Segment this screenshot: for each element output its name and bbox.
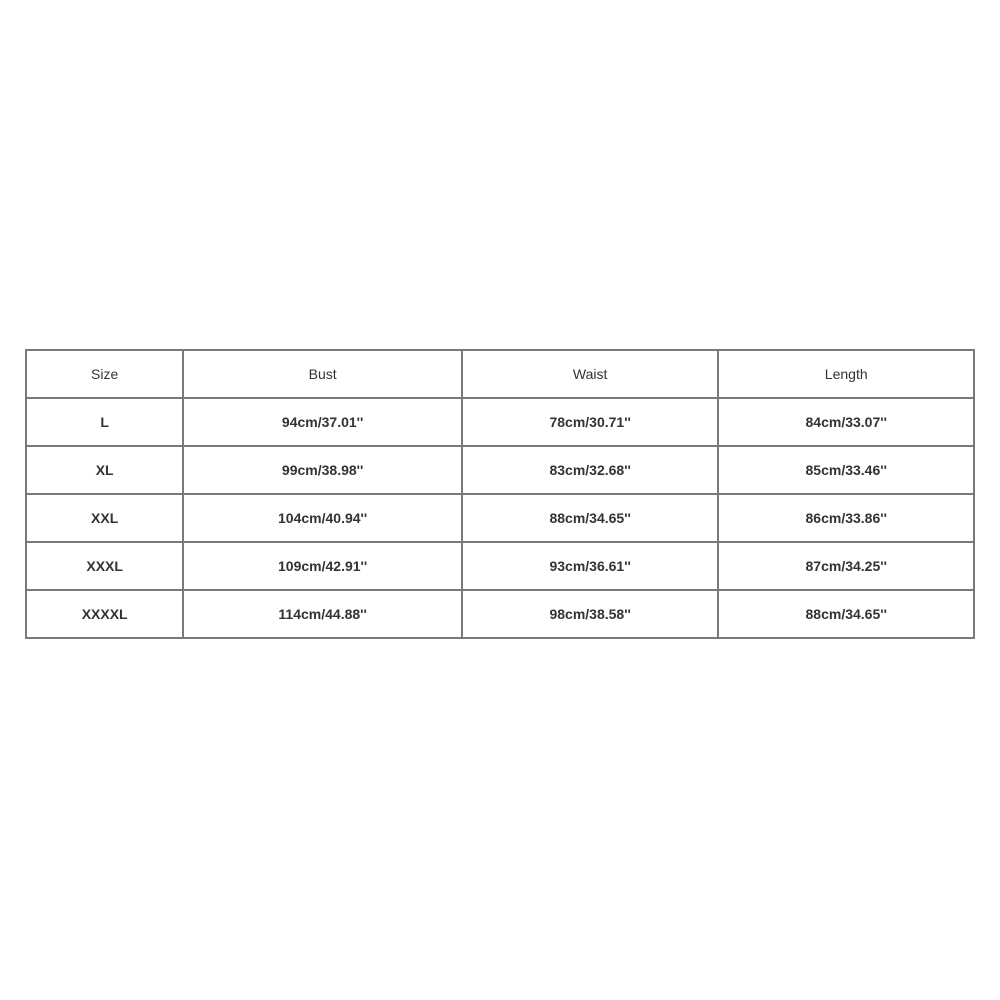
cell-waist: 83cm/32.68'' [462,446,719,494]
cell-waist: 78cm/30.71'' [462,398,719,446]
cell-waist: 93cm/36.61'' [462,542,719,590]
header-waist: Waist [462,350,719,398]
cell-size: XXL [26,494,183,542]
cell-length: 84cm/33.07'' [718,398,974,446]
table-header [26,350,974,398]
cell-size: XXXXL [26,590,183,638]
table-row [26,542,974,590]
cell-bust: 99cm/38.98'' [183,446,462,494]
table-body [26,398,974,638]
header-size: Size [26,350,183,398]
header-bust: Bust [183,350,462,398]
size-chart-table [25,349,975,639]
cell-bust: 94cm/37.01'' [183,398,462,446]
table-row [26,446,974,494]
cell-size: L [26,398,183,446]
cell-bust: 109cm/42.91'' [183,542,462,590]
cell-length: 88cm/34.65'' [718,590,974,638]
cell-size: XL [26,446,183,494]
header-length: Length [718,350,974,398]
cell-waist: 88cm/34.65'' [462,494,719,542]
header-row [26,350,974,398]
cell-waist: 98cm/38.58'' [462,590,719,638]
cell-bust: 114cm/44.88'' [183,590,462,638]
cell-length: 87cm/34.25'' [718,542,974,590]
table-row [26,398,974,446]
table-row [26,590,974,638]
cell-length: 86cm/33.86'' [718,494,974,542]
cell-bust: 104cm/40.94'' [183,494,462,542]
table-row [26,494,974,542]
cell-length: 85cm/33.46'' [718,446,974,494]
cell-size: XXXL [26,542,183,590]
